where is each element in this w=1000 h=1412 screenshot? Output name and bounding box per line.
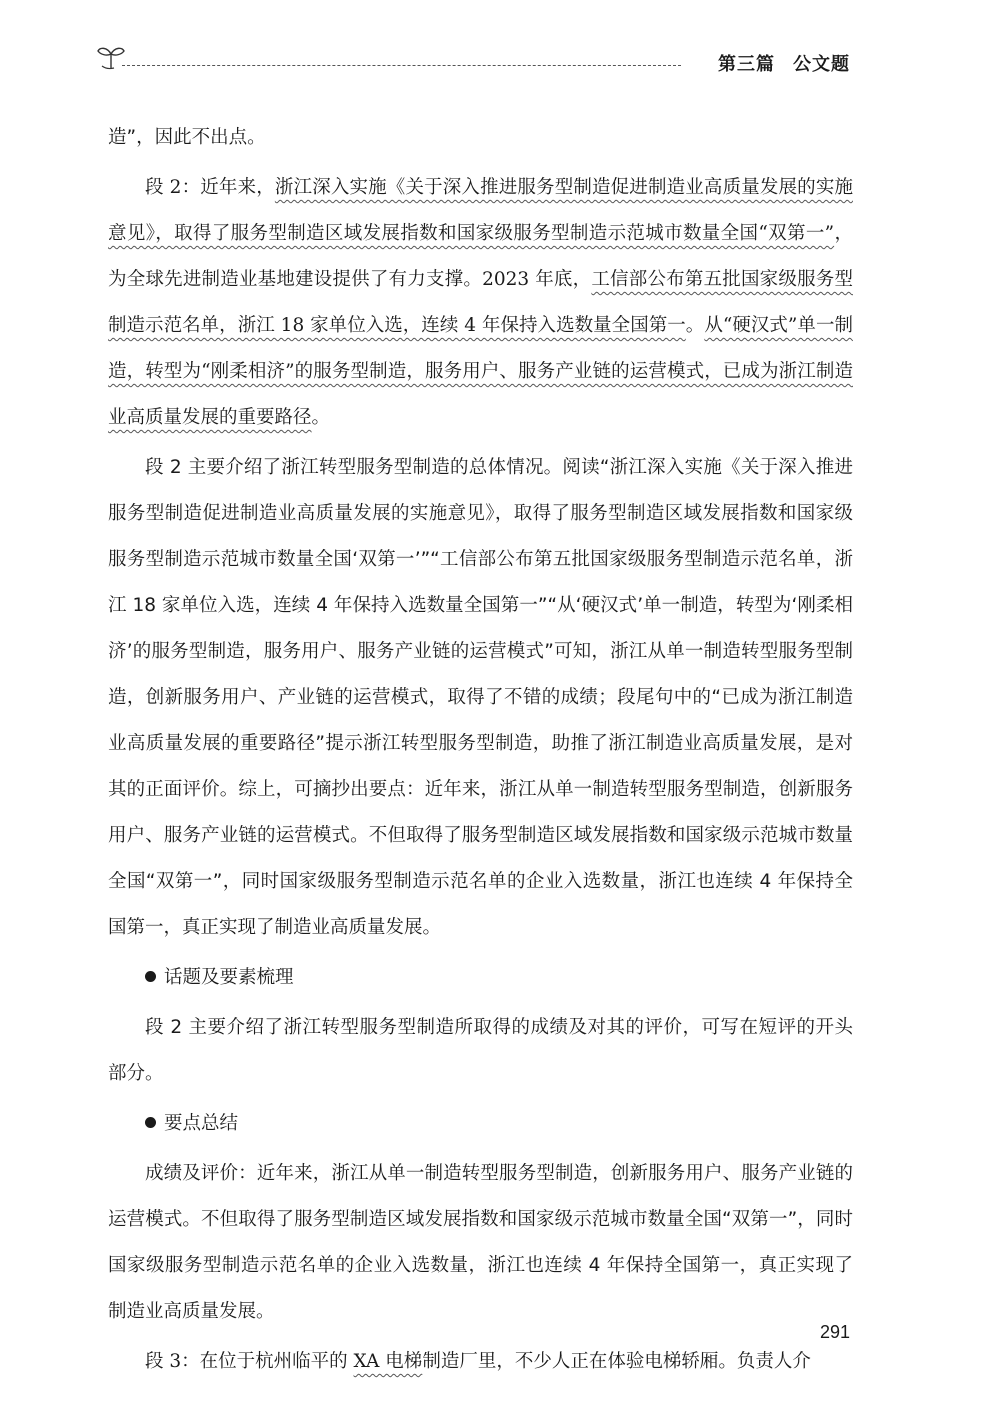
- seg2-lead: 段 2：近年来，: [145, 177, 275, 198]
- page-number: 291: [819, 1322, 850, 1342]
- seg2-mid-2: 。: [685, 315, 705, 336]
- paragraph-seg3: [108, 1339, 853, 1385]
- header-title: [700, 50, 850, 76]
- seg2-underlined-3: 从“硬汉式”单一制造，转型为“刚柔相济”的服务型制造，服务用户、服务产业链的运营模式，已成为浙江制造业高质量发展的重要路径: [108, 315, 853, 428]
- paragraph-topic: 段 2 主要介绍了浙江转型服务型制造所取得的成绩及对其的评价，可写在短评的开头部分。: [108, 1017, 853, 1084]
- seg2-underlined-1: 浙江深入实施《关于深入推进服务型制造促进制造业高质量发展的实施意见》，取得了服务型制造区域发展指数和国家级服务型制造示范城市数量全国“双第一”: [108, 177, 853, 244]
- paragraph-analysis: 段 2 主要介绍了浙江转型服务型制造的总体情况。阅读“浙江深入实施《关于深入推进服务型制造促进制造业高质量发展的实施意见》，取得了服务型制造区域发展指数和国家级服务型制造示范城市数量全国‘双第一’”“工信部公布第五批国家级服务型制造示范名单，浙江 18 家单位入选，连续 4 年保持入选数量全国第一”“从‘硬汉式’单一制造，转型为‘刚柔相济’的服务型制造，服务用户、服务产业链的运营模式”可知，浙江从单一制造转型服务型制造，创新服务用户、产业链的运营模式，取得了不错的成绩；段尾句中的“已成为浙江制造业高质量发展的重要路径”提示浙江转型服务型制造，助推了浙江制造业高质量发展，是对其的正面评价。综上，可摘抄出要点：近年来，浙江从单一制造转型服务型制造，创新服务用户、服务产业链的运营模式。不但取得了服务型制造区域发展指数和国家级示范城市数量全国“双第一”，同时国家级服务型制造示范名单的企业入选数量，浙江也连续 4 年保持全国第一，真正实现了制造业高质量发展。: [108, 457, 853, 938]
- bullet-summary-label: 要点总结: [164, 1113, 239, 1134]
- bullet-topic-heading: [108, 955, 853, 1001]
- bullet-dot-icon: [145, 971, 156, 982]
- header-part: 第三篇: [718, 54, 775, 75]
- bullet-summary-heading: [108, 1101, 853, 1147]
- seg3-lead: 段 3：在位于杭州临平的: [145, 1351, 354, 1372]
- body-text: [108, 115, 853, 1389]
- running-header: [96, 42, 856, 86]
- seg3-rest: 制造厂里，不少人正在体验电梯轿厢。负责人介: [422, 1351, 811, 1372]
- header-rule: [122, 65, 681, 66]
- bullet-dot-icon: [145, 1117, 156, 1128]
- seg2-end: 。: [311, 407, 331, 428]
- bullet-topic-label: 话题及要素梳理: [164, 967, 294, 988]
- seg3-underlined: XA 电梯: [353, 1351, 423, 1372]
- header-section: 公文题: [793, 54, 850, 75]
- paragraph-continuation: 造”，因此不出点。: [108, 127, 266, 148]
- paragraph-summary: 成绩及评价：近年来，浙江从单一制造转型服务型制造，创新服务用户、服务产业链的运营模式。不但取得了服务型制造区域发展指数和国家级示范城市数量全国“双第一”，同时国家级服务型制造示范名单的企业入选数量，浙江也连续 4 年保持全国第一，真正实现了制造业高质量发展。: [108, 1163, 853, 1322]
- seg2-underlined-2: 工信部公布第五批国家级服务型制造示范名单，浙江 18 家单位入选，连续 4 年保持入选数量全国第一: [108, 269, 853, 336]
- paragraph-seg2: [108, 165, 853, 441]
- seg2-mid-1: ，为全球先进制造业基地建设提供了有力支撑。2023 年底，: [108, 223, 853, 290]
- sprout-icon: [96, 42, 126, 72]
